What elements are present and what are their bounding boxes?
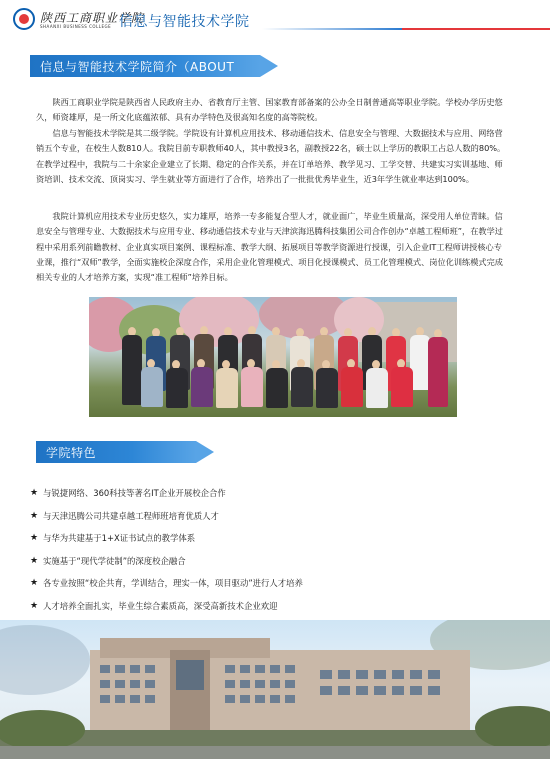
about-section-heading: 信息与智能技术学院简介（ABOUT US） <box>40 60 235 91</box>
about-paragraph-3: 我院计算机应用技术专业历史悠久，实力雄厚，培养一专多能复合型人才，就业面广，毕业生质量高，深受用人单位青睐。信息安全与管理专业、大数据技术与应用专业、移动通信技术专业与天津滨海迅腾科技集团公司合作创办“卓越工程师班”，在教学过程中采用系列前瞻教材、企业真实项目案例、课程标准、教学大纲、拓展项目等教学资源进行授课，引入企业IT工程师讲授核心专业课，推行“双师”教学，全面实施校企深度合作，采用企业化管理模式、项目化授课模式、员工化管理模式、岗位化训练模式完成相关专业的人才培养方案，实现“准工程师”培养目标。 <box>36 211 503 283</box>
about-paragraph-2: 信息与智能技术学院是其二级学院。学院设有计算机应用技术、移动通信技术、信息安全与管理、大数据技术与应用、网络营销五个专业，在校生人数810人。我院目前专职教师40人，其中教授3名，副教授22名，硕士以上学历的教职工占总人数的80%。在教学过程中，我院与二十余家企业建立了长期、稳定的合作关系，并在订单培养、教学见习、工学交替、共建实习实训基地、师资培训、技术交流、顶岗实习、学生就业等方面进行了合作，培养出了一批批优秀毕业生，近3年学生就业率达到100%。 <box>36 128 506 184</box>
page-title: 信息与智能技术学院 <box>119 14 250 30</box>
campus-building-image <box>0 620 550 759</box>
header-divider-accent <box>402 28 550 30</box>
about-section-heading-bar <box>30 55 260 91</box>
page-header <box>0 0 550 38</box>
list-item: ★ 实施基于“现代学徒制”的深度校企融合 <box>30 554 510 577</box>
star-icon: ★ <box>30 578 39 588</box>
star-icon: ★ <box>30 555 39 566</box>
header-divider <box>262 28 402 30</box>
superiority-section-heading-bar <box>36 441 196 477</box>
list-item: ★ 各专业按照“校企共育，学训结合，理实一体，项目驱动”进行人才培养 <box>30 576 510 599</box>
superiority-list <box>30 486 510 621</box>
list-item: ★ 人才培养全面扎实，毕业生综合素质高，深受高新技术企业欢迎 <box>30 599 510 622</box>
list-item: ★ 与华为共建基于1+X证书试点的教学体系 <box>30 531 510 554</box>
star-icon: ★ <box>30 600 39 611</box>
list-item: ★ 与锐捷网络、360科技等著名IT企业开展校企合作 <box>30 486 510 509</box>
list-item: ★ 与天津迅腾公司共建卓越工程师班培育优质人才 <box>30 509 510 532</box>
college-logo-english: SHAANXI BUSINESS COLLEGE <box>40 24 112 29</box>
superiority-section-heading: 学院特色（SUPERIORITY） <box>46 446 156 477</box>
about-paragraph-1: 陕西工商职业学院是陕西省人民政府主办、省教育厅主管、国家教育部备案的公办全日制普通高等职业学院。学校办学历史悠久，师资雄厚，是一所文化底蕴浓郁、具有办学特色及很高知名度的高等院校。 <box>36 97 503 123</box>
college-logo-text: 陕西工商职业学院 <box>40 11 145 25</box>
faculty-group-photo <box>89 297 457 417</box>
star-icon: ★ <box>30 488 39 498</box>
star-icon: ★ <box>30 533 39 543</box>
star-icon: ★ <box>30 510 39 521</box>
college-logo-icon <box>13 8 35 30</box>
